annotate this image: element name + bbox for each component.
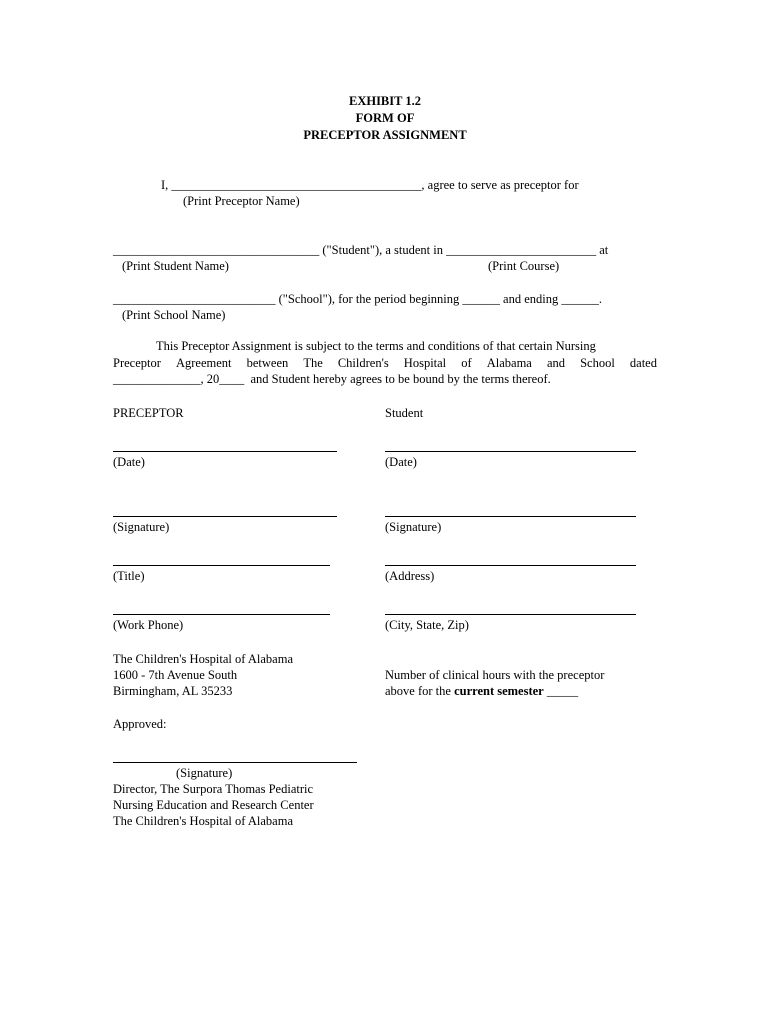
preceptor-name-caption: (Print Preceptor Name)	[183, 194, 300, 208]
preceptor-signature-rule	[113, 516, 337, 517]
approval-director-line: Director, The Surpora Thomas Pediatric	[113, 782, 314, 796]
preceptor-title-rule	[113, 565, 330, 566]
school-name-caption: (Print School Name)	[122, 308, 226, 322]
preceptor-signature-label: (Signature)	[113, 520, 170, 534]
assignment-paragraph	[113, 338, 657, 388]
student-city-label: (City, State, Zip)	[385, 618, 469, 632]
student-address-label: (Address)	[385, 569, 435, 583]
clinical-hours-line-1: Number of clinical hours with the preceptor	[385, 668, 605, 682]
hospital-city: Birmingham, AL 35233	[113, 684, 233, 698]
clinical-hours-line-2: above for the current semester _____	[385, 684, 579, 698]
student-name-line: _________________________________ ("Student"), a student in ________________________ at	[113, 243, 609, 257]
paragraph-line-1: This Preceptor Assignment is subject to the terms and conditions of that certain Nursing	[156, 339, 596, 353]
student-name-caption: (Print Student Name)	[122, 259, 229, 273]
preceptor-name-line: I, ________________________________________, agree to serve as preceptor for	[161, 178, 579, 192]
preceptor-date-rule	[113, 451, 337, 452]
approval-signature-caption: (Signature)	[176, 766, 233, 780]
paragraph-line-3: ______________, 20____ and Student hereby agrees to be bound by the terms thereof.	[113, 372, 551, 386]
school-name-line: __________________________ ("School"), for the period beginning ______ and ending ______.	[113, 292, 602, 306]
preceptor-phone-label: (Work Phone)	[113, 618, 184, 632]
title-exhibit: EXHIBIT 1.2	[348, 94, 421, 108]
title-preceptor-assignment: PRECEPTOR ASSIGNMENT	[303, 128, 467, 142]
student-signature-label: (Signature)	[385, 520, 442, 534]
approval-center-line: Nursing Education and Research Center	[113, 798, 314, 812]
student-address-rule	[385, 565, 636, 566]
student-date-rule	[385, 451, 636, 452]
document-title	[0, 93, 770, 144]
course-caption: (Print Course)	[488, 259, 560, 273]
hospital-street: 1600 - 7th Avenue South	[113, 668, 238, 682]
student-date-label: (Date)	[385, 455, 417, 469]
paragraph-line-2: Preceptor Agreement between The Children's Hospital of Alabama and School dated	[113, 355, 657, 370]
hospital-name: The Children's Hospital of Alabama	[113, 652, 293, 666]
title-form-of: FORM OF	[355, 111, 415, 125]
student-city-rule	[385, 614, 636, 615]
preceptor-date-label: (Date)	[113, 455, 145, 469]
approval-hospital-line: The Children's Hospital of Alabama	[113, 814, 293, 828]
preceptor-title-label: (Title)	[113, 569, 145, 583]
approval-signature-rule	[113, 762, 357, 763]
preceptor-header: PRECEPTOR	[113, 406, 184, 420]
student-header: Student	[385, 406, 424, 420]
preceptor-phone-rule	[113, 614, 330, 615]
student-signature-rule	[385, 516, 636, 517]
approved-label: Approved:	[113, 717, 167, 731]
